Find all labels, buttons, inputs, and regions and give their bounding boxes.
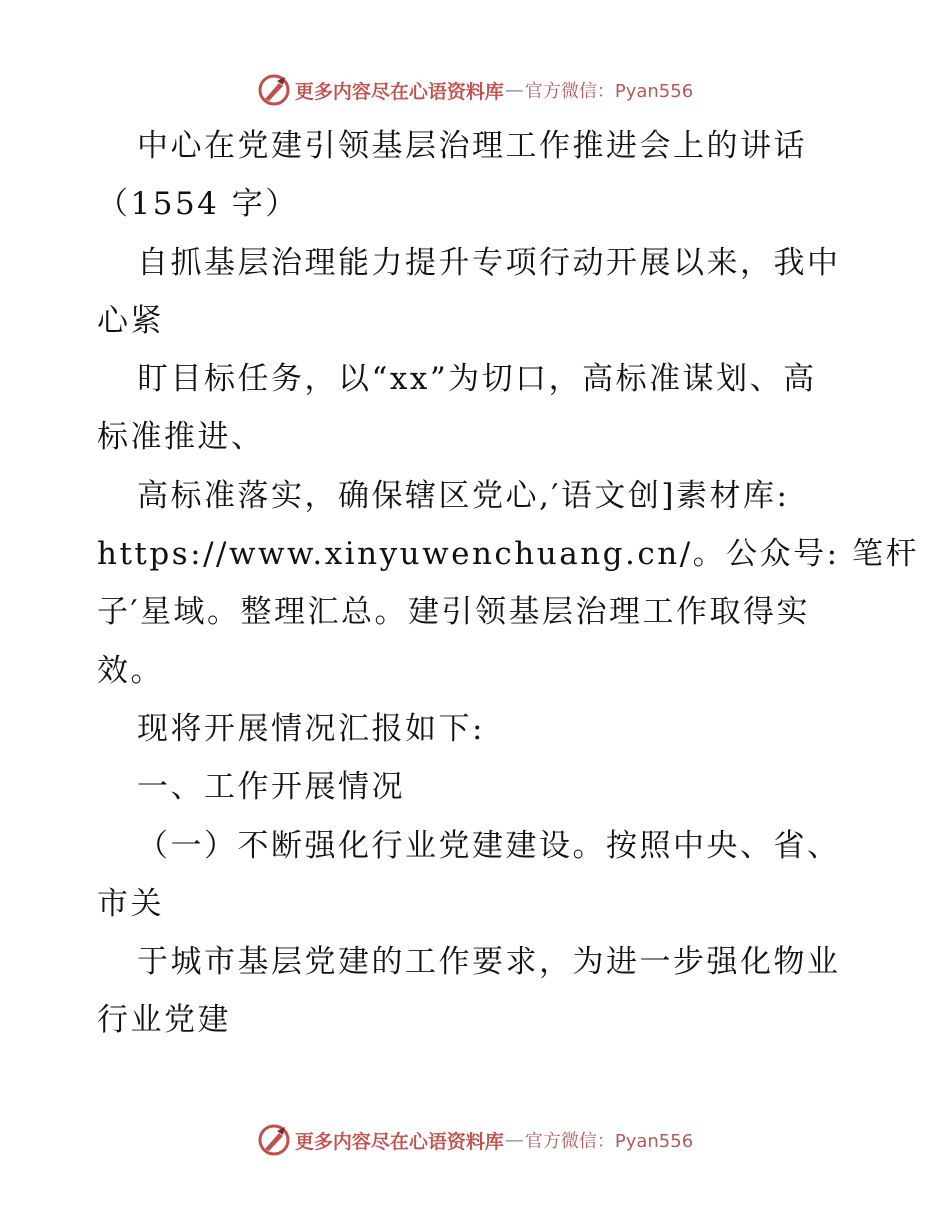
pen-logo-icon <box>257 73 291 107</box>
document-title: 中心在党建引领基层治理工作推进会上的讲话 <box>137 128 807 164</box>
paragraph-line: 高标准落实，确保辖区党心,′语文创]素材库: <box>137 477 790 514</box>
paragraph-line: 现将开展情况汇报如下: <box>137 710 485 747</box>
section-heading: 一、工作开展情况 <box>137 769 405 806</box>
paragraph-line: 市关 <box>97 885 164 922</box>
paragraph-line: 行业党建 <box>97 1002 231 1039</box>
paragraph-line: 盯目标任务，以“xx”为切口，高标准谋划、高 <box>137 361 817 398</box>
watermark-dash: — <box>504 1129 524 1151</box>
document-body <box>97 117 919 1050</box>
watermark-wechat: 官方微信：Pyan556 <box>524 1131 694 1152</box>
watermark-wechat: 官方微信：Pyan556 <box>524 81 694 102</box>
word-count: （1554 字） <box>97 186 299 223</box>
paragraph-line: https://www.xinyuwenchuang.cn/。公众号: 笔杆 <box>97 536 919 573</box>
watermark-title: 更多内容尽在心语资料库 <box>294 80 504 103</box>
paragraph-line: 标准推进、 <box>97 419 265 456</box>
paragraph-line: 心紧 <box>97 302 164 339</box>
header-watermark <box>0 70 950 110</box>
paragraph-line: 自抓基层治理能力提升专项行动开展以来，我中 <box>137 244 841 281</box>
watermark-dash: — <box>504 79 524 101</box>
paragraph-line: 效。 <box>97 652 164 689</box>
paragraph-line: 子′星域。整理汇总。建引领基层治理工作取得实 <box>97 594 811 631</box>
pen-logo-icon <box>257 1123 291 1157</box>
paragraph-line: 于城市基层党建的工作要求，为进一步强化物业 <box>137 944 841 981</box>
watermark-title: 更多内容尽在心语资料库 <box>294 1130 504 1153</box>
footer-watermark <box>0 1120 950 1160</box>
subsection-heading: （一）不断强化行业党建建设。按照中央、省、 <box>137 827 841 864</box>
